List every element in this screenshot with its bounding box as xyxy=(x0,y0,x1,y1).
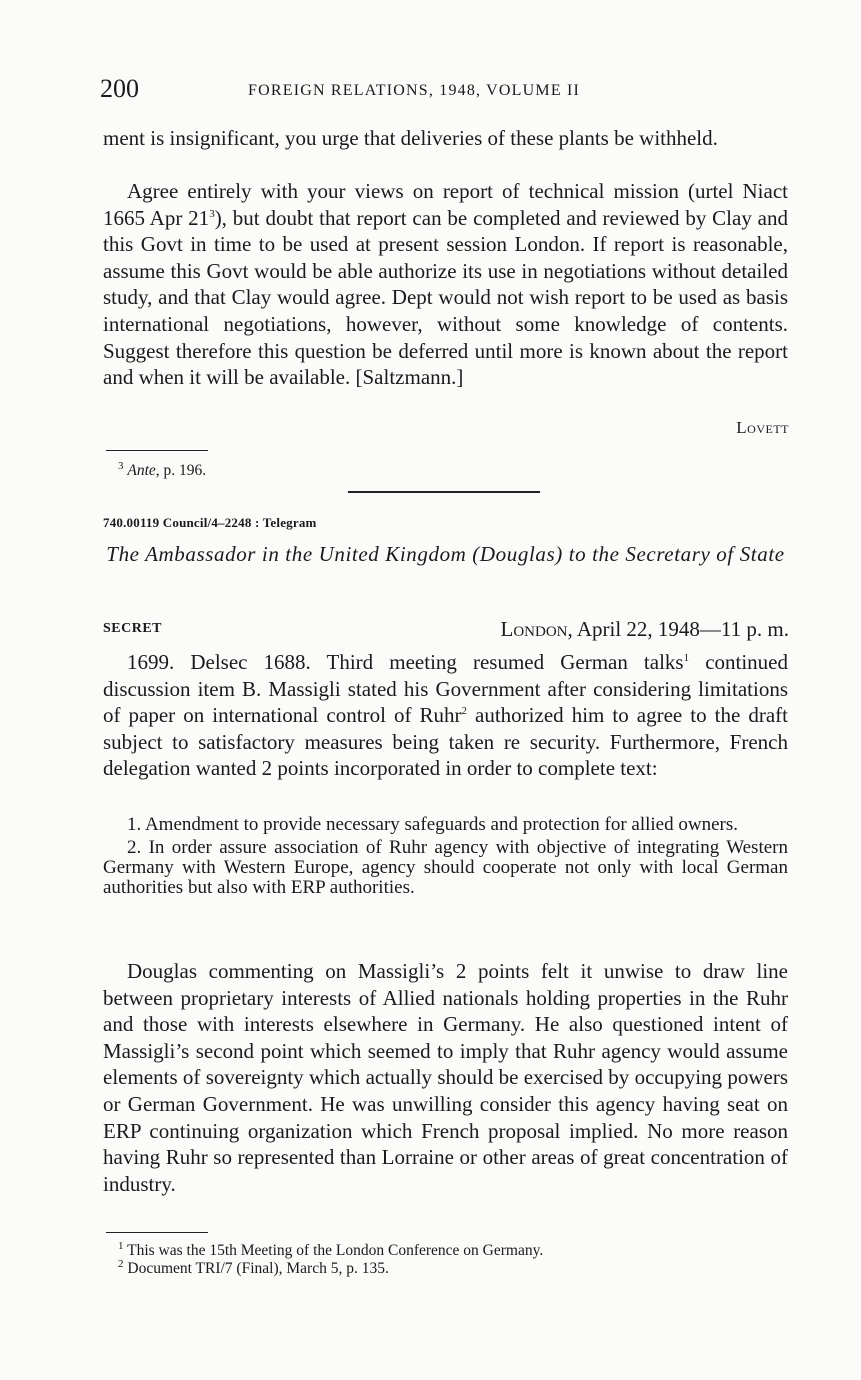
paragraph-text: authorized him to agree to the draft subject to satisfactory measures being taken re security. Furthermore, French delegation wanted 2 points incorporated in order to complete text: xyxy=(103,703,788,781)
paragraph-technical-mission xyxy=(103,178,788,391)
footnote-text: This was the 15th Meeting of the London Conference on Germany. xyxy=(127,1242,544,1259)
footnote-italic: Ante xyxy=(127,462,156,479)
footnote-rule xyxy=(106,450,208,451)
paragraph-continuation: ment is insignificant, you urge that deliveries of these plants be withheld. xyxy=(103,126,718,150)
footnote-text: , p. 196. xyxy=(155,462,207,479)
paragraph-telegram-opening xyxy=(103,649,788,782)
footnote-ref-2: 2 xyxy=(461,705,467,718)
points-list xyxy=(103,815,788,901)
file-reference: 740.00119 Council/4–2248 : Telegram xyxy=(103,515,317,530)
footnote xyxy=(118,459,207,480)
footnote-rule xyxy=(106,1232,208,1233)
list-item: 1. Amendment to provide necessary safeguards and protection for allied owners. xyxy=(127,814,738,835)
footnote xyxy=(118,1257,543,1278)
dateline xyxy=(501,617,789,642)
footnote-marker: 2 xyxy=(118,1257,124,1270)
dateline-place: London xyxy=(500,617,568,641)
footnote-ref-3: 3 xyxy=(209,207,215,220)
footnote-marker: 1 xyxy=(118,1239,124,1252)
paragraph-douglas-comments: Douglas commenting on Massigli’s 2 points felt it unwise to draw line between proprietary interests of Allied nationals holding properties in the Ruhr and those with interests elsewhere in Germany. He also questioned intent of Massigli’s second point which seemed to imply that Ruhr agency would assume elements of sovereignty which actually should be exercised by occupying powers or German Government. He was unwilling consider this agency having seat on ERP continuing organization which French proposal implied. No more reason having Ruhr so represented than Lorraine or other areas of great concentration of industry. xyxy=(103,959,788,1196)
footnotes xyxy=(118,1239,544,1278)
dateline-date: , April 22, 1948—11 p. m. xyxy=(567,617,789,641)
footnote-marker: 3 xyxy=(118,459,124,472)
page-header xyxy=(100,74,790,114)
document-title: The Ambassador in the United Kingdom (Douglas) to the Secretary of State xyxy=(106,542,785,566)
paragraph-text: Agree entirely with your views on report of technical mission (urtel Niact 1665 Apr 21 xyxy=(103,179,788,230)
paragraph-text: 1699. Delsec 1688. Third meeting resumed German talks xyxy=(127,650,684,674)
footnote-ref-1: 1 xyxy=(683,652,690,664)
footnote-text: Document TRI/7 (Final), March 5, p. 135. xyxy=(127,1260,389,1277)
running-head: FOREIGN RELATIONS, 1948, VOLUME II xyxy=(248,82,581,99)
page-number: 200 xyxy=(100,74,139,103)
paragraph-text: continued discussion item B. Massigli stated his Government after considering limitations of paper on international control of Ruhr xyxy=(103,650,789,728)
classification-label: SECRET xyxy=(103,621,163,636)
section-separator xyxy=(348,491,540,493)
list-item: 2. In order assure association of Ruhr agency with objective of integrating Western Germany with Western Europe, agency should cooperate not only with local German authorities but also with ERP authorities. xyxy=(103,837,788,898)
signature: Lovett xyxy=(736,418,789,437)
footnote xyxy=(118,1239,544,1260)
paragraph-text: ), but doubt that report can be completed and reviewed by Clay and this Govt in time to be used at present session London. If report is reasonable, assume this Govt would be able authorize its use in negotiations without detailed study, and that Clay would agree. Dept would not wish report to be used as basis international negotiations, however, without some knowledge of contents. Suggest therefore this question be deferred until more is known about the report and when it will be available. [Saltzmann.] xyxy=(103,205,789,390)
